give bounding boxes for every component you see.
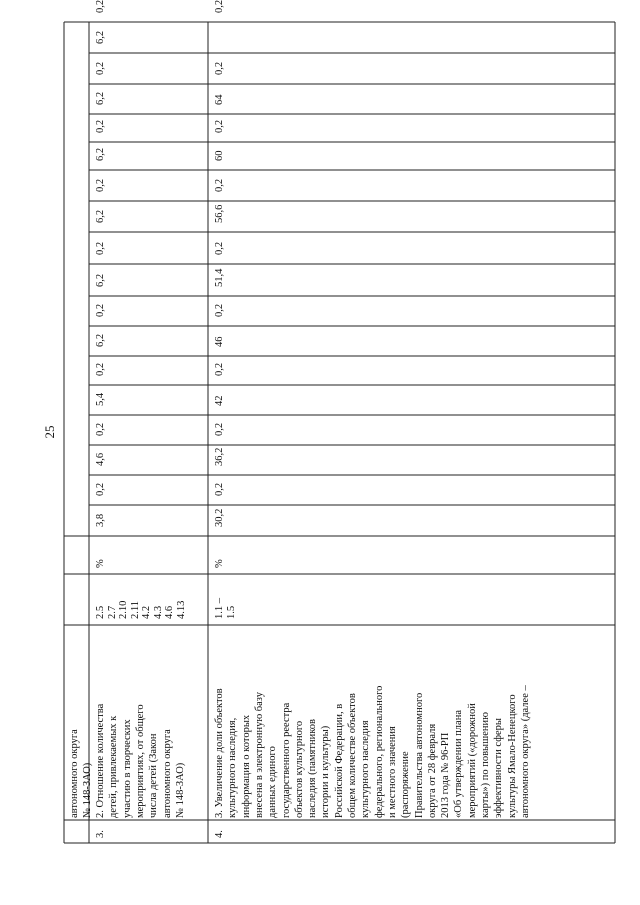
ref-line: 4.13 [175, 600, 187, 619]
value-cell: 64 [214, 94, 225, 105]
indicator-line: данных единого [267, 746, 279, 818]
value-cell: 0,2 [95, 119, 106, 133]
value-cell: 0,2 [214, 422, 225, 436]
indicator-line: наследия (памятников [307, 719, 319, 818]
value-cell: 60 [214, 150, 225, 161]
indicator-line: и местного значения [386, 726, 398, 818]
indicator-line: мероприятиях, от общего [134, 704, 146, 818]
indicator-line: «Об утверждении плана [453, 710, 465, 818]
value-cell: 3,8 [95, 513, 106, 527]
ref-line: 2.10 [118, 600, 129, 619]
indicator-line: культурного наследия, [227, 717, 239, 818]
value-cell: 0,2 [214, 119, 225, 133]
indicator-line: информация о которых [240, 714, 252, 818]
ref-line: 2.7 [106, 605, 118, 619]
value-cell: 6,2 [95, 91, 106, 105]
ref-line: 1.5 [225, 605, 237, 619]
indicator-line: (распоряжение [400, 751, 412, 818]
value-cell: 30,2 [214, 508, 225, 527]
value-cell: 0,2 [95, 482, 106, 496]
top-row-text-line: автономного округа [69, 729, 80, 818]
indicator-line: истории и культуры) [320, 725, 332, 818]
value-cell: 56,6 [214, 204, 225, 223]
ref-line: 4.3 [152, 605, 164, 619]
value-cell: 6,2 [95, 333, 106, 347]
value-cell: 51,4 [214, 268, 225, 287]
indicator-line: Российской Федерации, в [333, 703, 345, 818]
unit-cell: % [214, 559, 225, 568]
indicator-line: карты») по повышению [480, 712, 491, 818]
ref-line: 2.5 [95, 605, 106, 619]
row-index: 3. [95, 830, 106, 838]
indicator-line: Правительства автономного [413, 692, 425, 818]
row-index: 4. [214, 830, 225, 838]
indicator-line: округа от 28 февраля [426, 723, 438, 818]
page-number: 25 [42, 425, 57, 439]
value-cell: 0,2 [95, 61, 106, 75]
indicator-line: общем количестве объектов [347, 693, 358, 818]
indicator-line: внесена в электронную базу [253, 692, 265, 818]
ref-line: 1.1 – [214, 598, 225, 619]
unit-cell: % [95, 559, 106, 568]
value-cell: 0,2 [214, 178, 225, 192]
value-cell: 0,2 [95, 0, 106, 13]
value-cell: 0,2 [95, 178, 106, 192]
value-cell: 0,2 [95, 303, 106, 317]
indicator-line: государственного реестра [280, 702, 292, 818]
indicator-line: 3. Увеличение доли объектов [214, 688, 225, 818]
indicator-line: культуры Ямало-Ненецкого [506, 694, 518, 818]
value-cell: 42 [214, 395, 225, 406]
value-cell: 0,2 [214, 482, 225, 496]
indicator-line: автономного округа [161, 729, 173, 818]
value-cell: 36,2 [214, 447, 225, 466]
value-cell: 4,6 [95, 452, 106, 466]
value-cell: 6,2 [95, 147, 106, 161]
value-cell: 0,2 [214, 303, 225, 317]
ref-line: 4.6 [164, 605, 175, 619]
indicator-line: 2013 года № 96-РП [440, 732, 452, 818]
indicator-line: эффективности сферы [493, 718, 505, 818]
top-row-text-line: № 148-ЗАО) [82, 762, 93, 818]
indicator-line: автономного округа» (далее – [519, 685, 531, 818]
indicator-line: объектов культурного [293, 720, 305, 818]
indicator-line: № 148-ЗАО) [174, 762, 186, 818]
indicator-line: культурного наследия [360, 720, 372, 818]
value-cell: 46 [214, 336, 225, 347]
value-cell: 6,2 [95, 209, 106, 223]
value-cell: 0,2 [95, 422, 106, 436]
value-cell: 0,2 [214, 0, 225, 13]
ref-line: 2.11 [129, 601, 141, 619]
indicator-line: федерального, регионального [373, 685, 385, 818]
indicator-line: участию в творческих [121, 719, 133, 818]
value-cell: 0,2 [214, 61, 225, 75]
indicator-line: числа детей (Закон [148, 733, 160, 818]
ref-line: 4.2 [141, 605, 152, 619]
indicator-line: мероприятий («дорожной [466, 703, 478, 818]
value-cell: 0,2 [95, 241, 106, 255]
value-cell: 0,2 [214, 362, 225, 376]
indicator-line: 2. Отношение количества [95, 703, 106, 818]
value-cell: 0,2 [95, 362, 106, 376]
value-cell: 6,2 [95, 30, 106, 44]
value-cell: 0,2 [214, 241, 225, 255]
value-cell: 6,2 [95, 273, 106, 287]
indicator-line: детей, привлекаемых к [108, 715, 120, 818]
value-cell: 5,4 [95, 392, 106, 406]
